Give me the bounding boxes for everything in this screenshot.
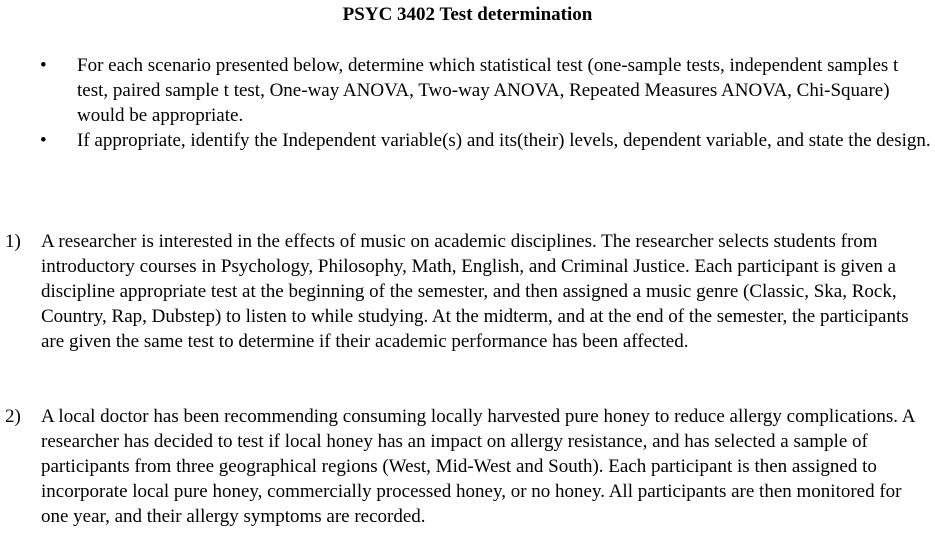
bullet-icon: • xyxy=(40,55,47,76)
question-item xyxy=(0,404,935,529)
instruction-item xyxy=(0,53,935,128)
question-number: 1) xyxy=(5,231,21,252)
instruction-list xyxy=(0,53,935,153)
document-title: PSYC 3402 Test determination xyxy=(342,4,593,25)
question-text: A local doctor has been recommending consuming locally harvested pure honey to reduce allergy complications. A researcher has decided to test if local honey has an impact on allergy resistance, and has selected a sample of participants from three geographical regions (West, Mid-West and South). Each participant is then assigned to incorporate local pure honey, commercially processed honey, or no honey. All participants are then monitored for one year, and their allergy symptoms are recorded. xyxy=(41,406,915,527)
instruction-text: If appropriate, identify the Independent variable(s) and its(their) levels, dependent variable, and state the design. xyxy=(77,130,931,151)
instruction-text: For each scenario presented below, determine which statistical test (one-sample tests, independent samples t test, paired sample t test, One-way ANOVA, Two-way ANOVA, Repeated Measures ANOVA, Chi-Square) would be appropriate. xyxy=(77,55,899,126)
question-text: A researcher is interested in the effects of music on academic disciplines. The researcher selects students from introductory courses in Psychology, Philosophy, Math, English, and Criminal Justice. Each participant is given a discipline appropriate test at the beginning of the semester, and then assigned a music genre (Classic, Ska, Rock, Country, Rap, Dubstep) to listen to while studying. At the midterm, and at the end of the semester, the participants are given the same test to determine if their academic performance has been affected. xyxy=(41,231,909,352)
question-number: 2) xyxy=(5,406,21,427)
instruction-item xyxy=(0,128,935,153)
question-item xyxy=(0,229,935,354)
question-list xyxy=(0,229,935,354)
question-list xyxy=(0,404,935,529)
bullet-icon: • xyxy=(40,130,47,151)
